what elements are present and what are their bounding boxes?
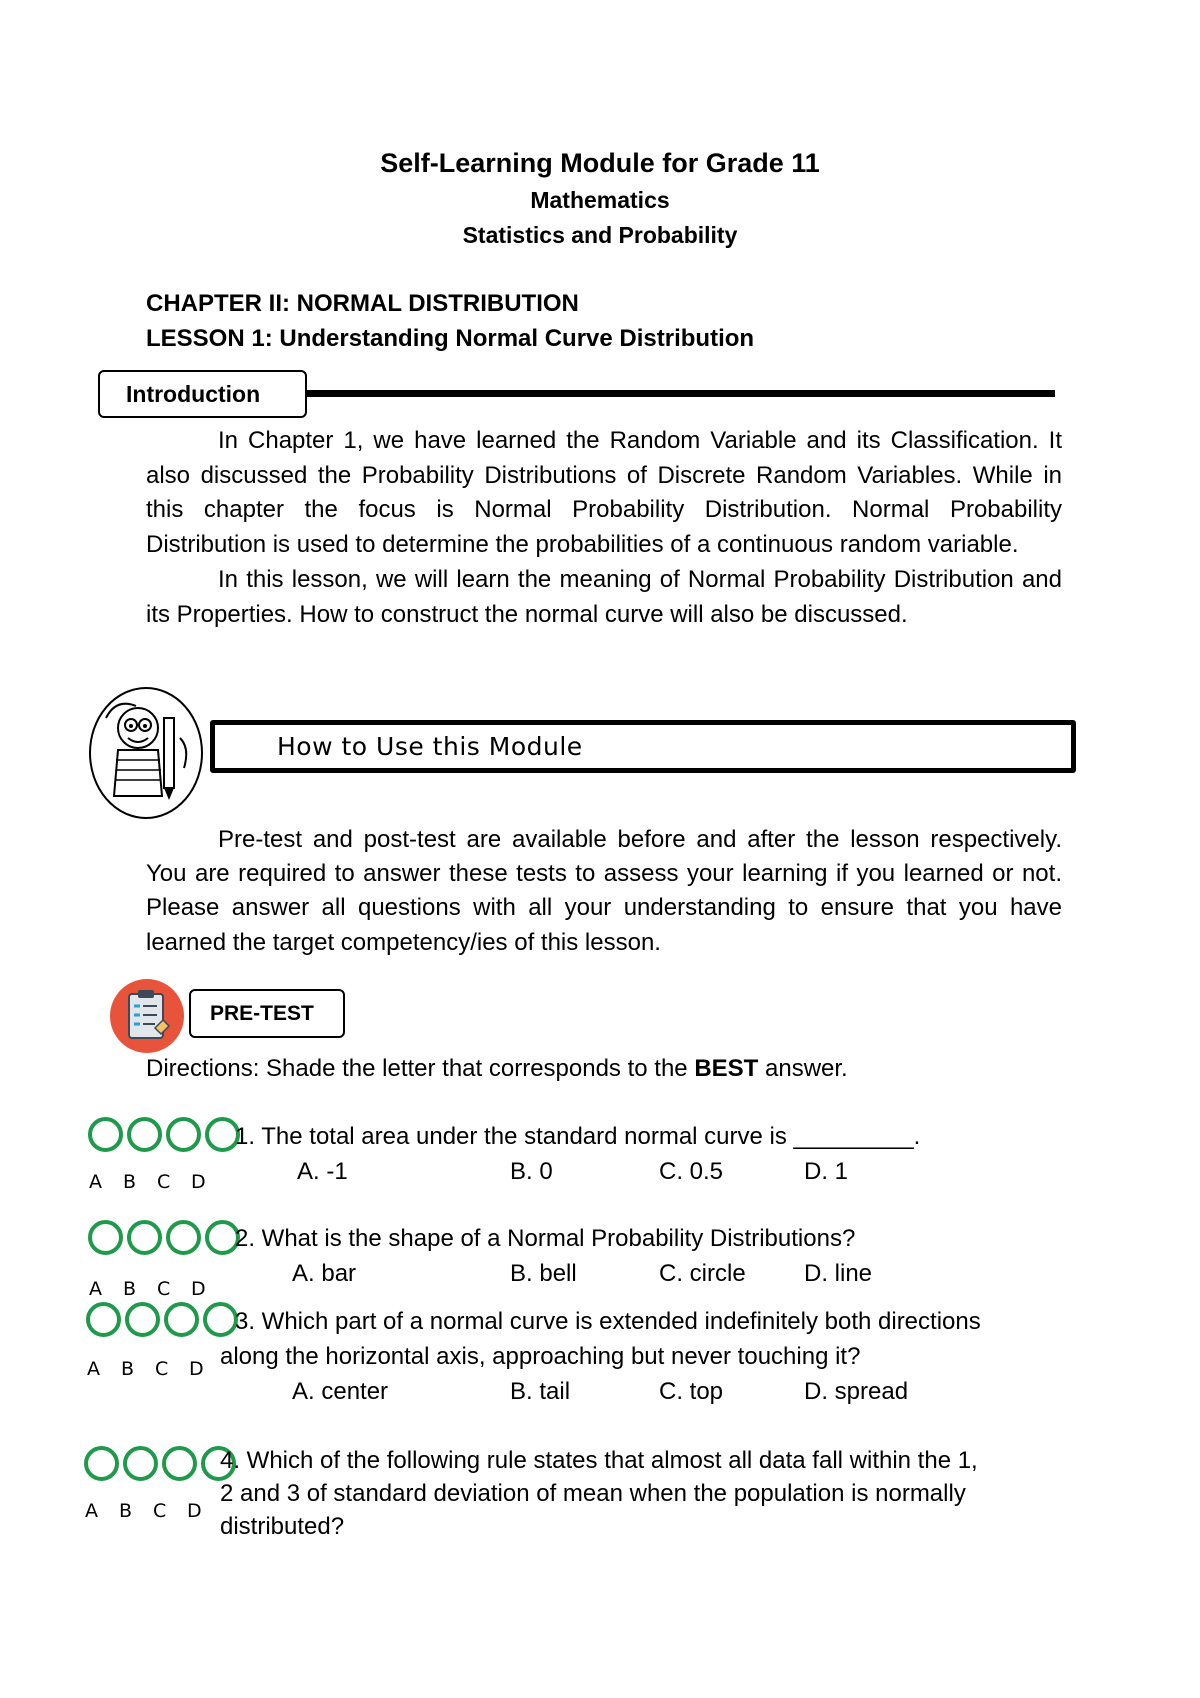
- question-4-line-3: distributed?: [220, 1513, 345, 1540]
- letter-c: C: [157, 1278, 171, 1300]
- introduction-tab: [98, 370, 307, 418]
- letter-a: A: [89, 1278, 102, 1300]
- answer-circle-c[interactable]: [166, 1220, 201, 1255]
- answer-circle-a[interactable]: [84, 1446, 119, 1481]
- letter-b: B: [123, 1171, 137, 1193]
- answer-circle-a[interactable]: [88, 1220, 123, 1255]
- letter-d: D: [191, 1278, 206, 1300]
- answer-letters-q3: [87, 1358, 223, 1380]
- answer-circle-a[interactable]: [88, 1117, 123, 1152]
- introduction-rule: [300, 390, 1055, 397]
- q3-choice-b: B. tail: [510, 1378, 571, 1405]
- q1-choice-a: A. -1: [297, 1158, 348, 1185]
- answer-letters-q2: [89, 1278, 225, 1300]
- q2-choice-d: D. line: [804, 1260, 873, 1287]
- subject-title: Mathematics: [530, 187, 670, 213]
- letter-a: A: [85, 1500, 98, 1522]
- letter-b: B: [119, 1500, 133, 1522]
- question-1-text: 1. The total area under the standard normal curve is _________.: [235, 1123, 921, 1150]
- q2-choice-a: A. bar: [292, 1260, 357, 1287]
- letter-d: D: [189, 1358, 204, 1380]
- letter-a: A: [89, 1171, 102, 1193]
- letter-c: C: [155, 1358, 169, 1380]
- answer-circle-c[interactable]: [162, 1446, 197, 1481]
- introduction-body: [146, 424, 1062, 632]
- directions-prefix: Directions: Shade the letter that corresponds to the: [146, 1055, 695, 1082]
- lesson-heading: LESSON 1: Understanding Normal Curve Distribution: [146, 325, 755, 352]
- q3-choice-c: C. top: [659, 1378, 724, 1405]
- pretest-tab: [189, 989, 345, 1038]
- q1-choice-c: C. 0.5: [659, 1158, 724, 1185]
- letter-d: D: [191, 1171, 206, 1193]
- how-to-use-label: How to Use this Module: [277, 732, 583, 761]
- introduction-paragraph-2: In this lesson, we will learn the meaning of Normal Probability Distribution and its Properties. How to construct the normal curve will also be discussed.: [146, 565, 1062, 628]
- letter-d: D: [187, 1500, 202, 1522]
- answer-circle-c[interactable]: [166, 1117, 201, 1152]
- answer-circles-q4[interactable]: [84, 1446, 236, 1481]
- clipboard-icon: [109, 978, 185, 1054]
- answer-circle-b[interactable]: [125, 1302, 160, 1337]
- answer-circle-b[interactable]: [127, 1117, 162, 1152]
- how-to-use-paragraph: Pre-test and post-test are available before and after the lesson respectively. You are required to answer these tests to assess your learning if you learned or not. Please answer all questions with all your understanding to ensure that you have learned the target competency/ies of this lesson.: [146, 826, 1062, 956]
- directions-emphasis: BEST: [694, 1055, 759, 1082]
- letter-c: C: [153, 1500, 167, 1522]
- answer-circle-d[interactable]: [203, 1302, 238, 1337]
- q2-choice-b: B. bell: [510, 1260, 577, 1287]
- q1-choice-b: B. 0: [510, 1158, 553, 1185]
- question-4-line-2: 2 and 3 of standard deviation of mean when the population is normally: [220, 1480, 966, 1507]
- letter-b: B: [123, 1278, 137, 1300]
- question-2-text: 2. What is the shape of a Normal Probability Distributions?: [235, 1225, 856, 1252]
- answer-circles-q1[interactable]: [88, 1117, 240, 1152]
- answer-circle-c[interactable]: [164, 1302, 199, 1337]
- pretest-label: PRE-TEST: [210, 1001, 314, 1025]
- module-cartoon-icon: [86, 678, 206, 821]
- module-title: Self-Learning Module for Grade 11: [380, 148, 820, 178]
- course-title: Statistics and Probability: [462, 222, 738, 248]
- answer-circle-a[interactable]: [86, 1302, 121, 1337]
- q2-choice-c: C. circle: [659, 1260, 746, 1287]
- letter-c: C: [157, 1171, 171, 1193]
- answer-letters-q4: [85, 1500, 221, 1522]
- answer-circles-q3[interactable]: [86, 1302, 238, 1337]
- q3-choice-a: A. center: [292, 1378, 389, 1405]
- q3-choice-d: D. spread: [804, 1378, 909, 1405]
- q1-choice-d: D. 1: [804, 1158, 849, 1185]
- how-to-use-box: [210, 720, 1076, 773]
- how-to-use-body: [146, 823, 1062, 960]
- introduction-label: Introduction: [126, 380, 261, 407]
- answer-circles-q2[interactable]: [88, 1220, 240, 1255]
- introduction-paragraph-1: In Chapter 1, we have learned the Random Variable and its Classification. It also discussed the Probability Distributions of Discrete Random Variables. While in this chapter the focus is Normal Probability Distribution. Normal Probability Distribution is used to determine the probabilities of a continuous random variable.: [146, 427, 1062, 559]
- letter-a: A: [87, 1358, 100, 1380]
- chapter-heading: CHAPTER II: NORMAL DISTRIBUTION: [146, 290, 579, 317]
- answer-letters-q1: [89, 1171, 225, 1193]
- pretest-directions: [146, 1055, 848, 1083]
- question-3-line-2: along the horizontal axis, approaching but never touching it?: [220, 1343, 861, 1370]
- directions-suffix: answer.: [758, 1055, 848, 1082]
- question-4-line-1: 4. Which of the following rule states that almost all data fall within the 1,: [220, 1447, 978, 1474]
- answer-circle-b[interactable]: [127, 1220, 162, 1255]
- letter-b: B: [121, 1358, 135, 1380]
- answer-circle-b[interactable]: [123, 1446, 158, 1481]
- question-3-line-1: 3. Which part of a normal curve is extended indefinitely both directions: [235, 1308, 981, 1335]
